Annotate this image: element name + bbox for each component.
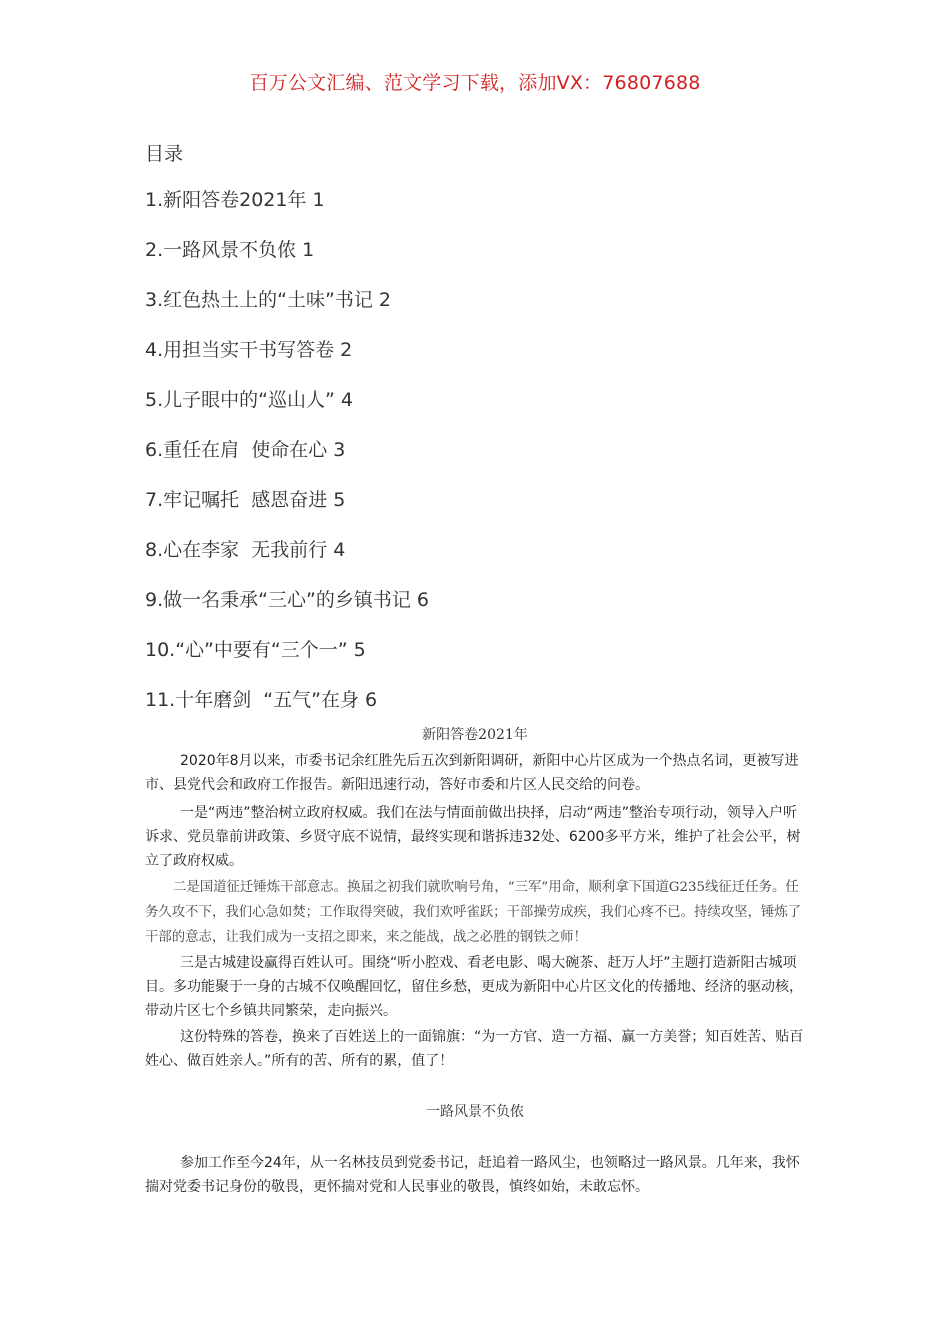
download-banner: 百万公文汇编、范文学习下载，添加VX：76807688	[249, 72, 701, 94]
paragraph: 一是“两违”整治树立政府权威。我们在法与情面前做出抉择，启动“两违”整治专项行动，领导入户听诉求、党员靠前讲政策、乡贤守底不说情，最终实现和谐拆违32处、6200多平方米，维护了社会公平，树立了政府权威。	[145, 805, 801, 869]
toc-item[interactable]: 1.新阳答卷2021年 1	[145, 189, 325, 211]
section-title: 一路风景不负侬	[426, 1104, 524, 1120]
paragraph: 二是国道征迁锤炼干部意志。换届之初我们就吹响号角，“三军”用命，顺利拿下国道G235线征迁任务。任务久攻不下，我们心急如焚；工作取得突破，我们欢呼雀跃；干部操劳成疾，我们心疼不已。持续攻坚，锤炼了干部的意志，让我们成为一支招之即来，来之能战，战之必胜的钢铁之师！	[145, 880, 802, 945]
toc-item[interactable]: 3.红色热土上的“土味”书记 2	[145, 289, 391, 311]
toc-title: 目录	[145, 143, 184, 165]
section-title: 新阳答卷2021年	[422, 727, 528, 743]
paragraph: 2020年8月以来，市委书记余红胜先后五次到新阳调研，新阳中心片区成为一个热点名词，更被写进市、县党代会和政府工作报告。新阳迅速行动，答好市委和片区人民交给的问卷。	[145, 753, 799, 793]
toc-item[interactable]: 5.儿子眼中的“巡山人” 4	[145, 389, 353, 411]
toc-item[interactable]: 6.重任在肩 使命在心 3	[145, 439, 346, 461]
paragraph: 这份特殊的答卷，换来了百姓送上的一面锦旗：“为一方官、造一方福、赢一方美誉；知百姓苦、贴百姓心、做百姓亲人。”所有的苦、所有的累，值了！	[145, 1029, 804, 1069]
toc-item[interactable]: 4.用担当实干书写答卷 2	[145, 339, 353, 361]
toc-item[interactable]: 2.一路风景不负侬 1	[145, 239, 315, 261]
toc-item[interactable]: 9.做一名秉承“三心”的乡镇书记 6	[145, 589, 429, 611]
toc-item[interactable]: 10.“心”中要有“三个一” 5	[145, 639, 366, 661]
toc-item[interactable]: 8.心在李家 无我前行 4	[145, 539, 346, 561]
table-of-contents	[145, 188, 429, 738]
toc-item[interactable]: 7.牢记嘱托 感恩奋进 5	[145, 489, 346, 511]
paragraph: 参加工作至今24年，从一名林技员到党委书记，赶追着一路风尘，也领略过一路风景。几年来，我怀揣对党委书记身份的敬畏，更怀揣对党和人民事业的敬畏，慎终如始，未敢忘怀。	[145, 1155, 800, 1195]
toc-item[interactable]: 11.十年磨剑 “五气”在身 6	[145, 689, 378, 711]
paragraph: 三是古城建设赢得百姓认可。围绕“听小腔戏、看老电影、喝大碗茶、赶万人圩”主题打造新阳古城项目。多功能聚于一身的古城不仅唤醒回忆，留住乡愁，更成为新阳中心片区文化的传播地、经济的驱动核，带动片区七个乡镇共同繁荣，走向振兴。	[145, 955, 803, 1019]
